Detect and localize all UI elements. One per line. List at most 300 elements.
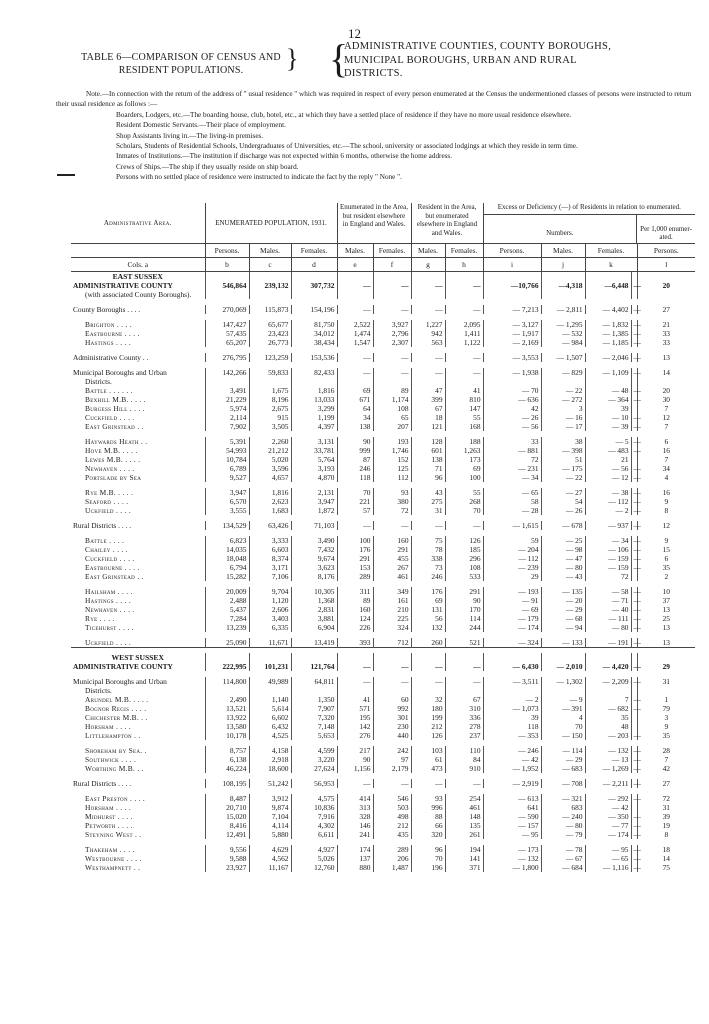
row-value: 70 xyxy=(411,854,445,863)
row-value: 13,239 xyxy=(205,623,249,632)
row-value: 7 xyxy=(637,455,695,464)
row-value: — 881 xyxy=(483,446,541,455)
row-value: — xyxy=(373,779,411,788)
row-value: — 1,615 xyxy=(483,521,541,530)
row-value: 64 xyxy=(337,404,373,413)
row-value: 246 xyxy=(337,464,373,473)
row-value: — xyxy=(631,596,637,605)
row-value xyxy=(445,686,483,695)
row-value: — 94 xyxy=(541,623,585,632)
table-subtitle-line-2: MUNICIPAL BOROUGHS, URBAN AND RURAL xyxy=(344,54,577,66)
row-value: — 133 xyxy=(541,638,585,648)
row-label: Chailey . . . . xyxy=(85,545,128,555)
row-value: — 71 xyxy=(585,596,631,605)
row-value: 2,490 xyxy=(205,695,249,704)
row-value: 380 xyxy=(373,497,411,506)
row-value xyxy=(249,377,291,386)
header-excess-sub xyxy=(484,215,696,244)
row-value xyxy=(337,272,373,282)
row-value: — xyxy=(631,536,637,545)
row-value: — xyxy=(631,794,637,803)
row-value: — 321 xyxy=(541,794,585,803)
row-value: 6,602 xyxy=(249,713,291,722)
row-value: 138 xyxy=(411,455,445,464)
row-label: Westhampnett . . xyxy=(85,863,141,873)
row-value: 112 xyxy=(373,473,411,482)
table-row xyxy=(71,830,695,839)
row-value: — 1,109 xyxy=(585,368,631,377)
row-value: — 174 xyxy=(585,830,631,839)
row-value: — 231 xyxy=(483,464,541,473)
row-value: 153,536 xyxy=(291,353,337,362)
row-value: — 42 xyxy=(585,803,631,812)
row-value: 176 xyxy=(411,587,445,596)
row-value: 81,750 xyxy=(291,320,337,329)
row-value: 55 xyxy=(445,488,483,497)
row-value: 7 xyxy=(637,422,695,431)
row-value: — 173 xyxy=(483,845,541,854)
row-value: 307,732 xyxy=(291,281,337,290)
row-value: 96 xyxy=(411,845,445,854)
row-value: 9,556 xyxy=(205,845,249,854)
row-value: 41 xyxy=(337,695,373,704)
table-title-line-1: TABLE 6—COMPARISON OF CENSUS AND xyxy=(81,52,281,63)
row-value xyxy=(291,290,337,299)
row-value: 79 xyxy=(637,704,695,713)
row-value: 72 xyxy=(585,572,631,581)
row-value: 35 xyxy=(637,563,695,572)
row-value: 6,823 xyxy=(205,536,249,545)
row-value: — 239 xyxy=(483,563,541,572)
column-letters-row xyxy=(71,258,695,272)
row-value: 11,671 xyxy=(249,638,291,648)
table-row xyxy=(71,320,695,329)
row-value: 10,178 xyxy=(205,731,249,740)
row-value: —10,766 xyxy=(483,281,541,290)
row-value: — xyxy=(411,521,445,530)
row-value: 70 xyxy=(541,722,585,731)
row-value: — 1,952 xyxy=(483,764,541,773)
row-value: — 26 xyxy=(483,413,541,422)
row-value: 7,916 xyxy=(291,812,337,821)
row-value: — 42 xyxy=(483,755,541,764)
row-value: — 246 xyxy=(483,746,541,755)
row-value: — 1,938 xyxy=(483,368,541,377)
row-value: — 17 xyxy=(541,422,585,431)
row-value: — 20 xyxy=(541,596,585,605)
row-value: — 2,211 xyxy=(585,779,631,788)
row-value: — xyxy=(373,353,411,362)
row-value: — xyxy=(373,368,411,377)
row-value: 440 xyxy=(373,731,411,740)
col-letter: g xyxy=(411,258,445,272)
row-value: 21,212 xyxy=(249,446,291,455)
row-value: 2,918 xyxy=(249,755,291,764)
row-value: — 4,420 xyxy=(585,662,631,671)
header-enumerated: ENUMERATED POPULATION, 1931. xyxy=(205,203,337,244)
table-row xyxy=(71,446,695,455)
row-value: 42 xyxy=(483,404,541,413)
row-value: 61 xyxy=(411,755,445,764)
row-value xyxy=(373,653,411,662)
row-value: 324 xyxy=(373,623,411,632)
table-row xyxy=(71,704,695,713)
table-row xyxy=(71,488,695,497)
row-value: 6,904 xyxy=(291,623,337,632)
row-value: — xyxy=(631,320,637,329)
col-letter: f xyxy=(373,258,411,272)
row-value: 23,927 xyxy=(205,863,249,872)
row-value: 18 xyxy=(637,845,695,854)
row-value: — 179 xyxy=(483,614,541,623)
row-value: — xyxy=(631,695,637,704)
row-value: 3,171 xyxy=(249,563,291,572)
row-value: 51,242 xyxy=(249,779,291,788)
row-value: — xyxy=(445,779,483,788)
row-value: — 70 xyxy=(483,386,541,395)
table-row xyxy=(71,863,695,872)
row-value xyxy=(337,290,373,299)
row-label: Cuckfield . . . . xyxy=(85,554,135,564)
row-value: — 13 xyxy=(585,755,631,764)
subheader-persons: Persons. xyxy=(637,244,695,258)
row-value xyxy=(585,290,631,299)
row-value: — xyxy=(631,845,637,854)
row-value: 100 xyxy=(445,473,483,482)
row-label: Arundel M.B. . . . . xyxy=(85,695,149,705)
row-value: 9 xyxy=(637,497,695,506)
row-value: 4,525 xyxy=(249,731,291,740)
row-value: 57,435 xyxy=(205,329,249,338)
row-value: 8 xyxy=(637,506,695,515)
row-label: Thakeham . . . . xyxy=(85,845,135,855)
row-value: 14 xyxy=(637,368,695,377)
row-value: 230 xyxy=(373,722,411,731)
row-value: 210 xyxy=(373,605,411,614)
row-value: 72 xyxy=(483,455,541,464)
row-value: — 78 xyxy=(541,845,585,854)
row-value: — xyxy=(411,677,445,686)
table-row xyxy=(71,545,695,554)
row-value: 66 xyxy=(411,821,445,830)
row-value: 75 xyxy=(637,863,695,872)
row-label: Shoreham by Sea. . xyxy=(85,746,147,756)
row-value: 30 xyxy=(637,395,695,404)
row-value: 176 xyxy=(337,545,373,554)
table-row xyxy=(71,521,695,530)
row-value: 601 xyxy=(411,446,445,455)
row-value: — xyxy=(445,305,483,314)
table-row xyxy=(71,722,695,731)
row-value: 135 xyxy=(445,821,483,830)
row-value: — xyxy=(631,764,637,773)
row-value: 47 xyxy=(411,386,445,395)
row-value: — xyxy=(631,338,637,347)
table-row xyxy=(71,653,695,662)
table-subtitle-line-1: ADMINISTRATIVE COUNTIES, COUNTY BOROUGHS, xyxy=(344,41,612,52)
row-value: 34 xyxy=(637,464,695,473)
row-value xyxy=(373,686,411,695)
row-value: — xyxy=(337,677,373,686)
row-value: — xyxy=(631,587,637,596)
table-row xyxy=(71,353,695,362)
row-value: 7 xyxy=(585,695,631,704)
row-label: Southwick . . . . xyxy=(85,755,137,765)
row-value xyxy=(291,653,337,662)
row-value: — xyxy=(631,464,637,473)
row-value: 21 xyxy=(637,320,695,329)
row-value: 1,675 xyxy=(249,386,291,395)
row-value: 7,320 xyxy=(291,713,337,722)
row-value: — 135 xyxy=(541,587,585,596)
row-value: — xyxy=(631,830,637,839)
row-label: Bexhill M.B. . . . . xyxy=(85,395,146,405)
row-value: 48 xyxy=(585,722,631,731)
row-value: 152 xyxy=(373,455,411,464)
row-label: Chichester M.B. . . xyxy=(85,713,148,723)
row-value: 161 xyxy=(373,596,411,605)
row-value: 338 xyxy=(411,554,445,563)
row-value: — 350 xyxy=(585,812,631,821)
row-value: 131 xyxy=(411,605,445,614)
row-value: 246 xyxy=(411,572,445,581)
row-value: 4,599 xyxy=(291,746,337,755)
row-label: County Boroughs . . . . xyxy=(73,305,141,315)
row-value: 2,488 xyxy=(205,596,249,605)
row-value: 26,773 xyxy=(249,338,291,347)
row-label: Municipal Boroughs and Urban xyxy=(73,677,167,687)
row-value xyxy=(483,290,541,299)
row-value: 146 xyxy=(337,821,373,830)
table-row xyxy=(71,587,695,596)
row-value: 6,794 xyxy=(205,563,249,572)
row-label: Battle . . . . . . xyxy=(85,386,133,396)
row-value: 147,427 xyxy=(205,320,249,329)
row-value: — 77 xyxy=(585,821,631,830)
row-value: 13 xyxy=(637,638,695,648)
row-value: 33 xyxy=(637,329,695,338)
row-value: 8,487 xyxy=(205,794,249,803)
row-value: 16 xyxy=(637,446,695,455)
row-value: — 22 xyxy=(541,386,585,395)
row-value: 65,207 xyxy=(205,338,249,347)
row-value: 29 xyxy=(637,662,695,671)
row-value: 10,836 xyxy=(291,803,337,812)
row-value: — xyxy=(631,386,637,395)
comparison-table xyxy=(71,203,695,872)
row-value xyxy=(373,377,411,386)
table-row xyxy=(71,695,695,704)
row-value: — xyxy=(631,446,637,455)
subheader-persons: Persons. xyxy=(483,244,541,258)
row-value: — 324 xyxy=(483,638,541,648)
row-value: 173 xyxy=(445,455,483,464)
row-value: 6 xyxy=(637,554,695,563)
row-value: 7 xyxy=(637,755,695,764)
row-value: — 10 xyxy=(585,413,631,422)
row-label: Haywards Heath . . xyxy=(85,437,148,447)
row-value: 275 xyxy=(411,497,445,506)
subheader-females: Females. xyxy=(445,244,483,258)
row-value: 13,419 xyxy=(291,638,337,648)
row-label: Steyning West . . xyxy=(85,830,142,840)
row-value: 3,333 xyxy=(249,536,291,545)
row-value: 225 xyxy=(373,614,411,623)
row-value: 180 xyxy=(411,704,445,713)
row-value: 313 xyxy=(337,803,373,812)
row-value: 3,505 xyxy=(249,422,291,431)
row-value: — xyxy=(411,779,445,788)
row-value: 2,179 xyxy=(373,764,411,773)
row-value: 51 xyxy=(541,455,585,464)
row-value: 188 xyxy=(445,437,483,446)
row-value: — 708 xyxy=(541,779,585,788)
row-value: — xyxy=(445,368,483,377)
table-subtitle-line-3: DISTRICTS. xyxy=(344,68,403,79)
row-value: 142,266 xyxy=(205,368,249,377)
row-value: 641 xyxy=(483,803,541,812)
row-value: 9 xyxy=(637,536,695,545)
row-value: 4 xyxy=(541,713,585,722)
row-value: 296 xyxy=(445,554,483,563)
row-value: 9,527 xyxy=(205,473,249,482)
row-value: 56,953 xyxy=(291,779,337,788)
row-value xyxy=(483,686,541,695)
row-value: 4,114 xyxy=(249,821,291,830)
row-value: 239,132 xyxy=(249,281,291,290)
row-value: 31 xyxy=(637,677,695,686)
note-item: Shop Assistants living in.—The living-in premises. xyxy=(116,131,264,140)
row-value: 57 xyxy=(337,506,373,515)
row-value: 43 xyxy=(411,488,445,497)
row-value: — 984 xyxy=(541,338,585,347)
row-value: — 203 xyxy=(585,731,631,740)
row-label: Burgess Hill . . . . xyxy=(85,404,145,414)
row-value: 12,760 xyxy=(291,863,337,872)
row-value: — 58 xyxy=(585,587,631,596)
row-value: — 240 xyxy=(541,812,585,821)
row-value: 5,391 xyxy=(205,437,249,446)
row-value: — 2 xyxy=(585,506,631,515)
row-value: — 613 xyxy=(483,794,541,803)
row-value: 39 xyxy=(483,713,541,722)
row-value: 13 xyxy=(637,353,695,362)
row-label: Westbourne . . . . xyxy=(85,854,142,864)
row-value: 138 xyxy=(337,422,373,431)
row-value: — 68 xyxy=(541,614,585,623)
row-value xyxy=(205,686,249,695)
subheader-persons: Persons. xyxy=(205,244,249,258)
subheader-males: Males. xyxy=(541,244,585,258)
row-label: Uckfield . . . . xyxy=(85,638,132,648)
row-label: Hove M.B. . . . . xyxy=(85,446,138,456)
row-value: 3,927 xyxy=(373,320,411,329)
row-value: — 1,295 xyxy=(541,320,585,329)
row-value: — xyxy=(373,281,411,290)
row-value: 90 xyxy=(337,437,373,446)
row-value: 8,757 xyxy=(205,746,249,755)
row-value: 4,562 xyxy=(249,854,291,863)
row-label: Newhaven . . . . xyxy=(85,464,135,474)
table-row xyxy=(71,329,695,338)
row-value: 195 xyxy=(337,713,373,722)
row-value: 15,020 xyxy=(205,812,249,821)
table-row xyxy=(71,779,695,788)
row-value: 65 xyxy=(373,413,411,422)
row-value xyxy=(373,272,411,282)
table-row xyxy=(71,731,695,740)
row-value: 1,227 xyxy=(411,320,445,329)
row-value: — xyxy=(337,281,373,290)
row-value: — xyxy=(631,497,637,506)
row-value: 72 xyxy=(373,506,411,515)
row-value: 1,683 xyxy=(249,506,291,515)
row-value: 942 xyxy=(411,329,445,338)
row-value: 546 xyxy=(373,794,411,803)
table-row xyxy=(71,812,695,821)
col-letter: i xyxy=(483,258,541,272)
row-value xyxy=(541,686,585,695)
row-value: — 91 xyxy=(483,596,541,605)
notes xyxy=(56,89,696,183)
row-value: 212 xyxy=(373,821,411,830)
row-value: 126 xyxy=(411,731,445,740)
row-value: — xyxy=(337,305,373,314)
row-value: 8,176 xyxy=(291,572,337,581)
row-value: 73 xyxy=(411,563,445,572)
row-value: 142 xyxy=(337,722,373,731)
row-value: 371 xyxy=(445,863,483,872)
row-value: 320 xyxy=(411,830,445,839)
row-value: 9,874 xyxy=(249,803,291,812)
row-value: 3,131 xyxy=(291,437,337,446)
row-value: 6,432 xyxy=(249,722,291,731)
table-row xyxy=(71,281,695,290)
row-value: — xyxy=(445,353,483,362)
row-value: 128 xyxy=(411,437,445,446)
row-value: 244 xyxy=(445,623,483,632)
row-value: 8,416 xyxy=(205,821,249,830)
table-row xyxy=(71,290,695,299)
row-value: — 391 xyxy=(541,704,585,713)
table-row xyxy=(71,614,695,623)
row-value: 75 xyxy=(411,536,445,545)
row-value: 3 xyxy=(541,404,585,413)
row-value: 18,048 xyxy=(205,554,249,563)
row-value: 7 xyxy=(637,404,695,413)
row-value: 154,196 xyxy=(291,305,337,314)
row-value: 498 xyxy=(373,812,411,821)
row-value: 4,870 xyxy=(291,473,337,482)
row-value: — 132 xyxy=(483,854,541,863)
row-value: — 1,507 xyxy=(541,353,585,362)
row-value: — 1,073 xyxy=(483,704,541,713)
table-row xyxy=(71,713,695,722)
row-value: — xyxy=(373,305,411,314)
row-value: 1,474 xyxy=(337,329,373,338)
row-value: 12 xyxy=(637,521,695,530)
row-value: 137 xyxy=(337,854,373,863)
row-value: — 65 xyxy=(483,488,541,497)
row-label: East Grinstead . . xyxy=(85,422,144,432)
row-value: — 678 xyxy=(541,521,585,530)
row-value: — 1,800 xyxy=(483,863,541,872)
row-value: 35 xyxy=(585,713,631,722)
header-enum-resident: Enumerated in the Area, but resident elsewhere in England and Wales. xyxy=(337,203,411,244)
row-value: — 112 xyxy=(483,554,541,563)
row-value: 88 xyxy=(411,812,445,821)
row-value: 199 xyxy=(411,713,445,722)
